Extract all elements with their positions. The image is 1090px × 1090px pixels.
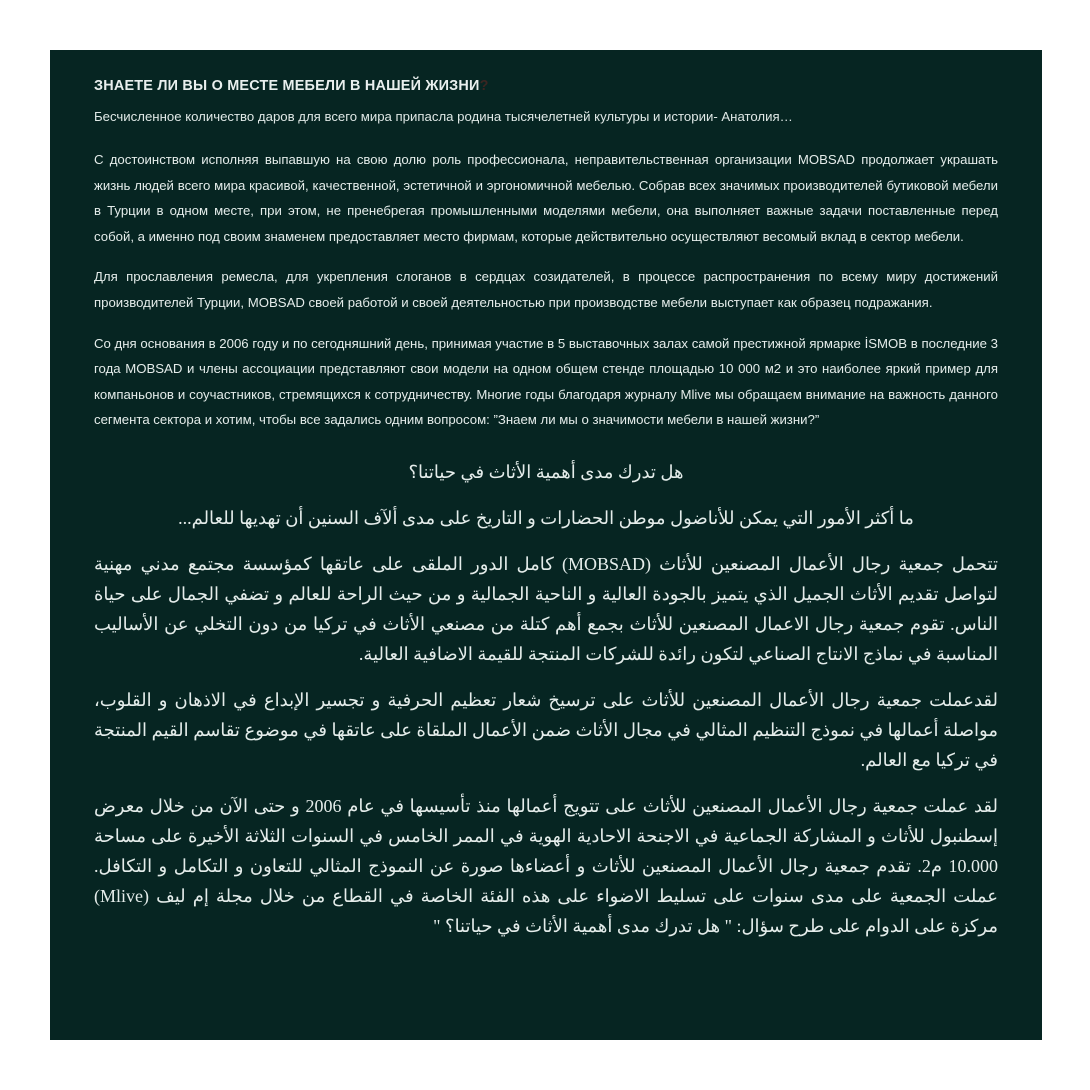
russian-section — [94, 76, 998, 433]
page-title — [94, 76, 998, 98]
arabic-section — [94, 457, 998, 941]
content-panel — [50, 50, 1042, 1040]
page-subtitle: Бесчисленное количество даров для всего мира припасла родина тысячелетней культуры и истории- Анатолия… — [94, 108, 793, 124]
page-title-text: ЗНАЕТЕ ЛИ ВЫ О МЕСТЕ МЕБЕЛИ В НАШЕЙ ЖИЗНИ — [94, 78, 480, 94]
arabic-lead: ما أكثر الأمور التي يمكن للأناضول موطن الحضارات و التاريخ على مدى ألآف السنين أن تهديها للعالم... — [178, 508, 914, 528]
arabic-paragraph-1: تتحمل جمعية رجال الأعمال المصنعين للأثاث (MOBSAD) كامل الدور الملقى على عاتقها كمؤسسة مجتمع مدني مهنية لتواصل تقديم الأثاث الجميل الذي يتميز بالجودة العالية و الناحية الجمالية و من حيث الراحة للعالم و تضفي الجمال على حياة الناس. تقوم جمعية رجال الاعمال المصنعين للأثاث بجمع أهم كتلة من مصنعي الأثاث في تركيا من دون التخلي عن الأساليب المناسبة في نماذج الانتاج الصناعي لتكون رائدة للشركات المنتجة للقيمة الاضافية العالية. — [94, 554, 998, 664]
arabic-paragraph-3: لقد عملت جمعية رجال الأعمال المصنعين للأثاث على تتويج أعمالها منذ تأسيسها في عام 2006 و حتى الآن من خلال معرض إسطنبول للأثاث و المشاركة الجماعية في الاجنحة الاحادية الهوية في الممر الخامس في السنوات الثلاثة الأخيرة على مساحة 10.000 م2. تقدم جمعية رجال الأعمال المصنعين للأثاث و أعضاءها صورة عن النموذج المثالي للتعاون و التكامل و التكافل. عملت الجمعية على مدى سنوات على تسليط الاضواء على هذه الفئة الخاصة في القطاع من خلال مجلة إم ليف (Mlive) مركزة على الدوام على طرح سؤال: " هل تدرك مدى أهمية الأثاث في حياتنا؟ " — [94, 796, 999, 936]
page-title-question-mark: ? — [479, 78, 489, 94]
russian-paragraph-1: С достоинством исполняя выпавшую на свою долю роль профессионала, неправительственная организации MOBSAD продолжает украшать жизнь людей всего мира красивой, качественной, эстетичной и эргономичной мебелью. Собрав всех значимых производителей бутиковой мебели в Турции в одном месте, при этом, не пренебрегая промышленными моделями мебели, она выполняет важные задачи поставленные перед собой, а именно под своим знаменем предоставляет место фирмам, которые действительно осуществляют весомый вклад в сектор мебели. — [94, 152, 998, 244]
russian-paragraph-2: Для прославления ремесла, для укрепления слоганов в сердцах созидателей, в процессе распространения по всему миру достижений производителей Турции, MOBSAD своей работой и своей деятельностью при производстве мебели выступает как образец подражания. — [94, 269, 998, 311]
arabic-heading: هل تدرك مدى أهمية الأثاث في حياتنا؟ — [408, 462, 684, 482]
russian-paragraph-3: Со дня основания в 2006 году и по сегодняшний день, принимая участие в 5 выставочных залах самой престижной ярмарке İSMOB в последние 3 года MOBSAD и члены ассоциации представляют свои модели на одном общем стенде площадью 10 000 м2 и это наиболее яркий пример для компаньонов и соучастников, стремящихся к сотрудничеству. Многие годы благодаря журналу Mlive мы обращаем внимание на важность данного сегмента сектора и хотим, чтобы все задались одним вопросом: ”Знаем ли мы о значимости мебели в нашей жизни?” — [94, 335, 998, 428]
arabic-paragraph-2: لقدعملت جمعية رجال الأعمال المصنعين للأثاث على ترسيخ شعار تعظيم الحرفية و تجسير الإبداع في الاذهان و القلوب، مواصلة أعمالها في نموذج التنظيم المثالي في مجال الأثاث ضمن الأعمال الملقاة على عاتقها في موضوع تقاسم القيم المنتجة في تركيا مع العالم. — [94, 690, 998, 770]
